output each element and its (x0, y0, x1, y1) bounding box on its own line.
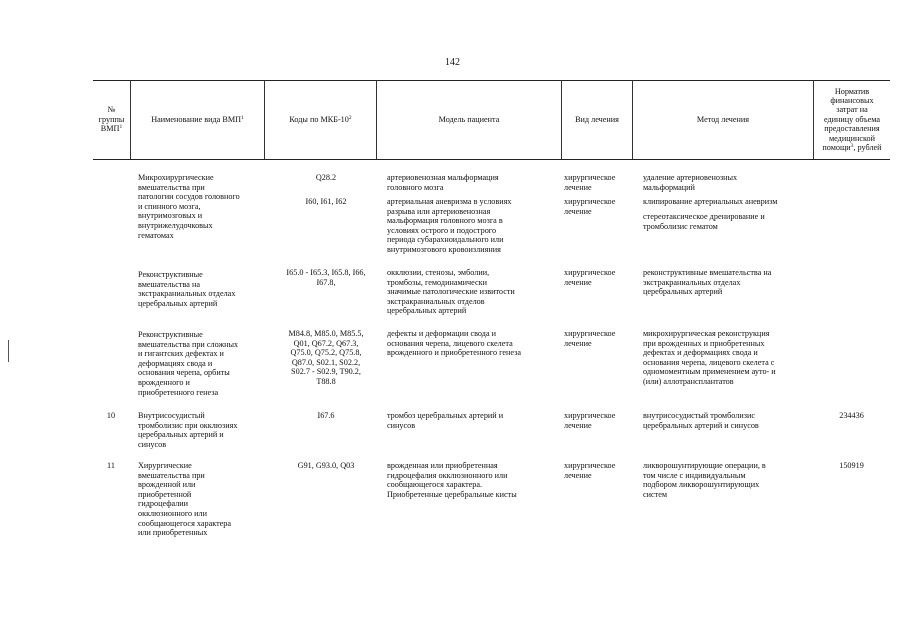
table-row-method: ликворошунтирующие операции, в том числе с индивидуальным подбором ликворошунтирующих систем (643, 461, 766, 499)
table-row-name: Микрохирургические вмешательства при патологии сосудов головного и спинного мозга, внутримозговых и внутрижелудочковых гематомах (138, 173, 240, 240)
table-row-group-no: 10 (106, 411, 116, 420)
table-row-model: артериальная аневризма в условиях разрыва или артериовенозная мальформация головного мозга в условиях острого и подострого периода субарахноидального или внутримозгового кровоизлияния (387, 197, 512, 254)
table-row-method: микрохирургическая реконструкция при врожденных и приобретенных дефектах и деформациях свода и основания черепа, лицевого скелета с одномоментным применением ауто- и (или) аллотрансплантатов (643, 329, 776, 386)
table-row-codes: Q28.2 (315, 173, 337, 182)
table-row-treatment-type: хирургическое лечение (564, 268, 616, 287)
table-row-name: Хирургические вмешательства при врожденной или приобретенной гидроцефалии окклюзионного или сообщающегося характера или приобретенных (138, 461, 232, 538)
table-row-model: окклюзии, стенозы, эмболии, тромбозы, гемодинамически значимые патологические извитости экстракраниальных отделов церебральных артерий (387, 268, 515, 316)
table-row-codes: I67.6 (317, 411, 335, 420)
table-row-cost: 150919 (839, 461, 864, 470)
table-row-name: Реконструктивные вмешательства на экстракраниальных отделах церебральных артерий (138, 270, 236, 308)
table-row-model: артериовенозная мальформация головного мозга (387, 173, 499, 192)
margin-mark (8, 340, 9, 362)
header-codes: Коды по МКБ-$10^2$ (289, 114, 352, 124)
table-row-model: тромбоз церебральных артерий и синусов (387, 411, 504, 430)
table-row-treatment-type: хирургическое лечение (564, 411, 616, 430)
header-model: Модель пациента (438, 114, 500, 124)
page-number: 142 (445, 57, 460, 68)
table-row-treatment-type: хирургическое лечение (564, 197, 616, 216)
table-row-method: стереотаксическое дренирование и тромболизис гематом (643, 212, 765, 231)
table-row-treatment-type: хирургическое лечение (564, 461, 616, 480)
table-row-group-no: 11 (107, 461, 115, 470)
table-row-model: врожденная или приобретенная гидроцефалия окклюзионного или сообщающегося характера. Приобретенные церебральные кисты (387, 461, 517, 499)
table-row-cost: 234436 (839, 411, 864, 420)
table-row-codes: I65.0 - I65.3, I65.8, I66, I67.8, (286, 268, 366, 287)
header-treatment-type: Вид лечения (575, 114, 619, 124)
table-row-name: Внутрисосудистый тромболизис при окклюзиях церебральных артерий и синусов (138, 411, 238, 449)
table-header-bottom-rule (93, 159, 890, 160)
table-row-treatment-type: хирургическое лечение (564, 329, 616, 348)
table-row-method: реконструктивные вмешательства на экстракраниальных отделах церебральных артерий (643, 268, 772, 297)
table-row-treatment-type: хирургическое лечение (564, 173, 616, 192)
table-row-method: клипирование артериальных аневризм (643, 197, 778, 206)
header-cost: Норматив финансовых затрат на единицу объема предоставления медицинской помощи$^3$, рублей (822, 86, 882, 153)
table-row-codes: G91, G93.0, Q03 (297, 461, 355, 470)
table-row-name: Реконструктивные вмешательства при сложных и гигантских дефектах и деформациях свода и основания черепа, орбиты врожденного и приобретенного генеза (138, 330, 239, 397)
table-row-model: дефекты и деформации свода и основания черепа, лицевого скелета врожденного и приобретенного генеза (387, 329, 521, 358)
header-name: Наименование вида ВМП$^1$ (151, 114, 244, 124)
table-row-method: внутрисосудистый тромболизис церебральных артерий и синусов (643, 411, 759, 430)
table-row-codes: M84.8, M85.0, M85.5, Q01, Q67.2, Q67.3, Q75.0, Q75.2, Q75.8, Q87.0, S02.1, S02.2, S02.7 - S02.9, T90.2, T88.8 (288, 329, 364, 386)
header-group-no: № группы ВМП$^1$ (98, 105, 125, 134)
table-row-codes: I60, I61, I62 (305, 197, 347, 206)
table-row-method: удаление артериовенозных мальформаций (643, 173, 738, 192)
header-method: Метод лечения (696, 114, 750, 124)
